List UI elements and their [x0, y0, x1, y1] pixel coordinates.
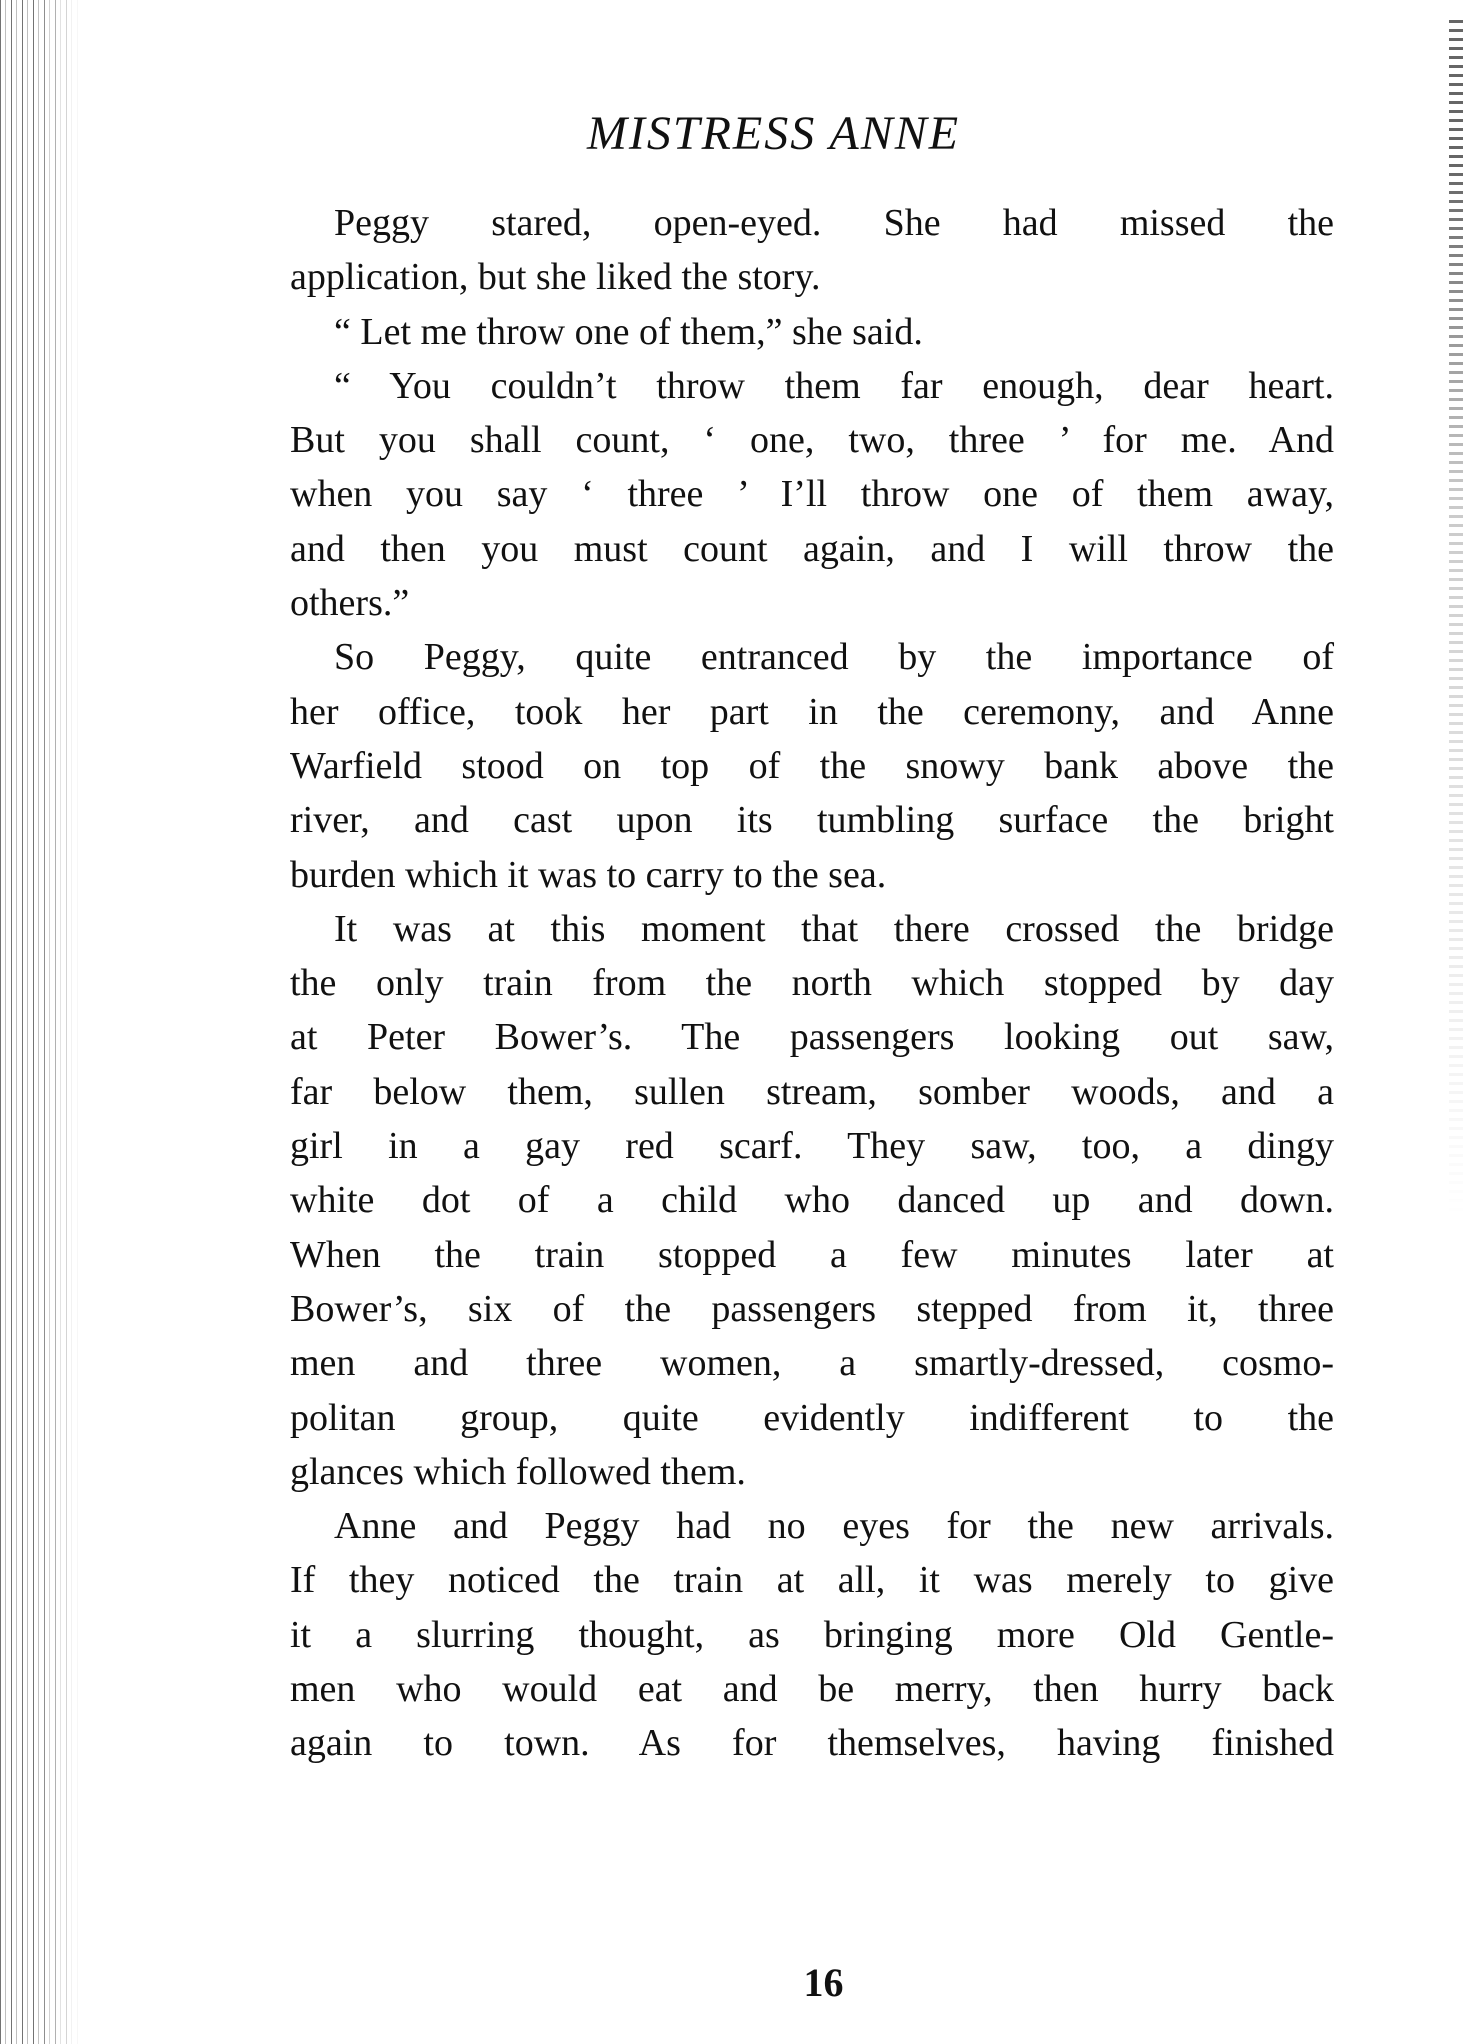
- text-line: white dot of a child who danced up and down.: [290, 1179, 1334, 1222]
- text-line: “ You couldn’t throw them far enough, dear heart.: [334, 364, 1334, 407]
- text-line: the only train from the north which stopped by day: [290, 962, 1334, 1005]
- text-line: others.”: [290, 582, 410, 625]
- text-line: It was at this moment that there crossed the bridge: [334, 907, 1334, 950]
- text-line: girl in a gay red scarf. They saw, too, a dingy: [290, 1125, 1334, 1168]
- text-line: Anne and Peggy had no eyes for the new arrivals.: [334, 1505, 1334, 1548]
- text-line: If they noticed the train at all, it was merely to give: [290, 1559, 1334, 1602]
- text-line: her office, took her part in the ceremony, and Anne: [290, 690, 1334, 733]
- text-line: “ Let me throw one of them,” she said.: [334, 310, 923, 353]
- text-line: men and three women, a smartly-dressed, cosmo-: [290, 1342, 1334, 1385]
- text-line: burden which it was to carry to the sea.: [290, 853, 887, 896]
- binding-edge: [0, 0, 80, 2044]
- text-line: far below them, sullen stream, somber woods, and a: [290, 1070, 1334, 1113]
- text-line: Peggy stared, open-eyed. She had missed the: [334, 202, 1334, 244]
- page-edge: [1449, 20, 1463, 1220]
- running-title: MISTRESS ANNE: [586, 107, 961, 160]
- text-line: Bower’s, six of the passengers stepped from it, three: [290, 1287, 1334, 1330]
- text-line: it a slurring thought, as bringing more Old Gentle-: [290, 1613, 1334, 1656]
- text-line: again to town. As for themselves, having finished: [290, 1722, 1334, 1765]
- text-line: men who would eat and be merry, then hurry back: [290, 1668, 1334, 1711]
- text-line: politan group, quite evidently indifferent to the: [290, 1396, 1334, 1439]
- text-line: and then you must count again, and I will throw the: [290, 527, 1334, 570]
- text-line: But you shall count, ‘ one, two, three ’ for me. And: [290, 419, 1334, 462]
- page-number: 16: [803, 1960, 844, 2005]
- text-line: glances which followed them.: [290, 1450, 746, 1493]
- text-line: river, and cast upon its tumbling surface the bright: [290, 799, 1334, 842]
- text-line: application, but she liked the story.: [290, 256, 821, 299]
- body-text: [290, 196, 1334, 1771]
- text-line: Warfield stood on top of the snowy bank above the: [290, 744, 1334, 787]
- text-line: when you say ‘ three ’ I’ll throw one of them away,: [290, 473, 1334, 516]
- text-line: at Peter Bower’s. The passengers looking out saw,: [290, 1016, 1334, 1059]
- text-line: When the train stopped a few minutes later at: [290, 1233, 1334, 1276]
- text-line: So Peggy, quite entranced by the importance of: [334, 636, 1334, 679]
